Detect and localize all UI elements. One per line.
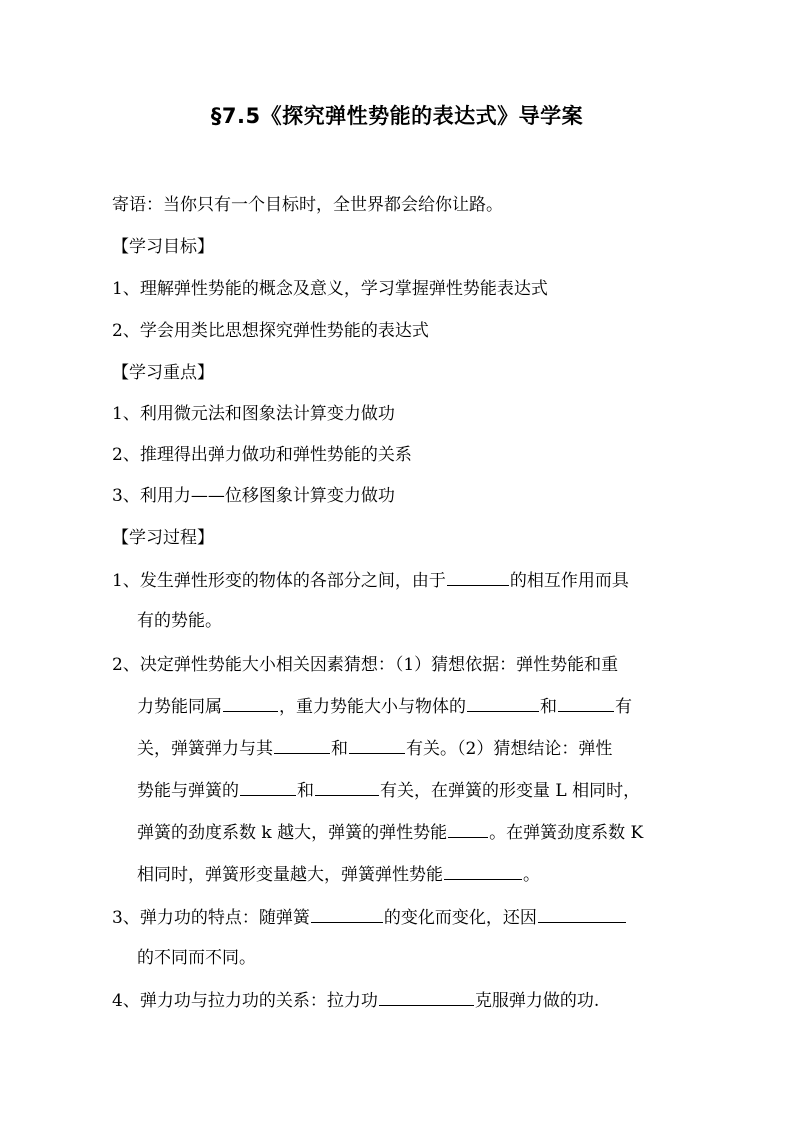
q2-text: 力势能同属 (137, 697, 222, 717)
q3-text: 3、弹力功的特点：随弹簧 (112, 908, 310, 928)
fill-blank[interactable] (538, 908, 626, 923)
q3-text: 的变化而变化，还因 (383, 908, 537, 928)
page-title: §7.5《探究弹性势能的表达式》导学案 (210, 104, 584, 128)
q2-text: 和 (540, 697, 557, 717)
q1-text: 的相互作用而具 (509, 571, 629, 591)
process-item-2-cont (137, 818, 643, 843)
q2-text: 势能与弹簧的 (137, 781, 239, 801)
q2-text: ，重力势能大小与物体的 (279, 697, 466, 717)
fill-blank[interactable] (447, 571, 509, 586)
process-header: 【学习过程】 (112, 528, 214, 548)
key-point-item: 1、利用微元法和图象法计算变力做功 (112, 404, 395, 424)
q2-text: 弹簧的劲度系数 k 越大，弹簧的弹性势能 (137, 823, 448, 843)
process-item-2-cont (137, 734, 612, 759)
fill-blank[interactable] (444, 865, 522, 880)
process-item-3 (112, 903, 627, 928)
process-item-1-cont: 有的势能。 (137, 611, 222, 631)
process-item-3-cont: 的不同而不同。 (137, 948, 256, 968)
q1-text: 1、发生弹性形变的物体的各部分之间，由于 (112, 571, 446, 591)
fill-blank[interactable] (274, 739, 330, 754)
q2-text: 和 (331, 739, 348, 759)
fill-blank[interactable] (379, 991, 474, 1006)
q2-text: 关，弹簧弹力与其 (137, 739, 273, 759)
fill-blank[interactable] (223, 697, 278, 712)
q2-text: 。 (523, 865, 540, 885)
q2-text: 。在弹簧劲度系数 K (489, 823, 644, 843)
q2-text: 有 (615, 697, 632, 717)
key-header: 【学习重点】 (112, 363, 214, 383)
fill-blank[interactable] (467, 697, 539, 712)
goal-item: 1、理解弹性势能的概念及意义，学习掌握弹性势能表达式 (112, 279, 548, 299)
process-item-2-cont (137, 692, 632, 717)
fill-blank[interactable] (240, 781, 296, 796)
q4-text: 4、弹力功与拉力功的关系：拉力功 (112, 991, 378, 1011)
q2-text: 相同时，弹簧形变量越大，弹簧弹性势能 (137, 865, 443, 885)
process-item-2-cont (137, 776, 640, 801)
key-point-item: 3、利用力——位移图象计算变力做功 (112, 486, 395, 506)
fill-blank[interactable] (349, 739, 405, 754)
motto: 寄语：当你只有一个目标时，全世界都会给你让路。 (112, 195, 503, 215)
process-item-2-cont (137, 860, 540, 885)
q4-text: 克服弹力做的功. (474, 991, 600, 1011)
q2-text: 有关，在弹簧的形变量 L 相同时， (380, 781, 641, 801)
fill-blank[interactable] (558, 697, 614, 712)
goal-item: 2、学会用类比思想探究弹性势能的表达式 (112, 321, 429, 341)
process-item-2: 2、决定弹性势能大小相关因素猜想：（1）猜想依据：弹性势能和重 (112, 655, 619, 675)
fill-blank[interactable] (311, 908, 383, 923)
q2-text: 有关。（2）猜想结论：弹性 (406, 739, 613, 759)
goals-header: 【学习目标】 (112, 237, 214, 257)
fill-blank[interactable] (315, 781, 379, 796)
process-item-4 (112, 986, 599, 1011)
process-item-1 (112, 566, 629, 591)
fill-blank[interactable] (448, 823, 488, 838)
key-point-item: 2、推理得出弹力做功和弹性势能的关系 (112, 445, 412, 465)
q2-text: 和 (297, 781, 314, 801)
